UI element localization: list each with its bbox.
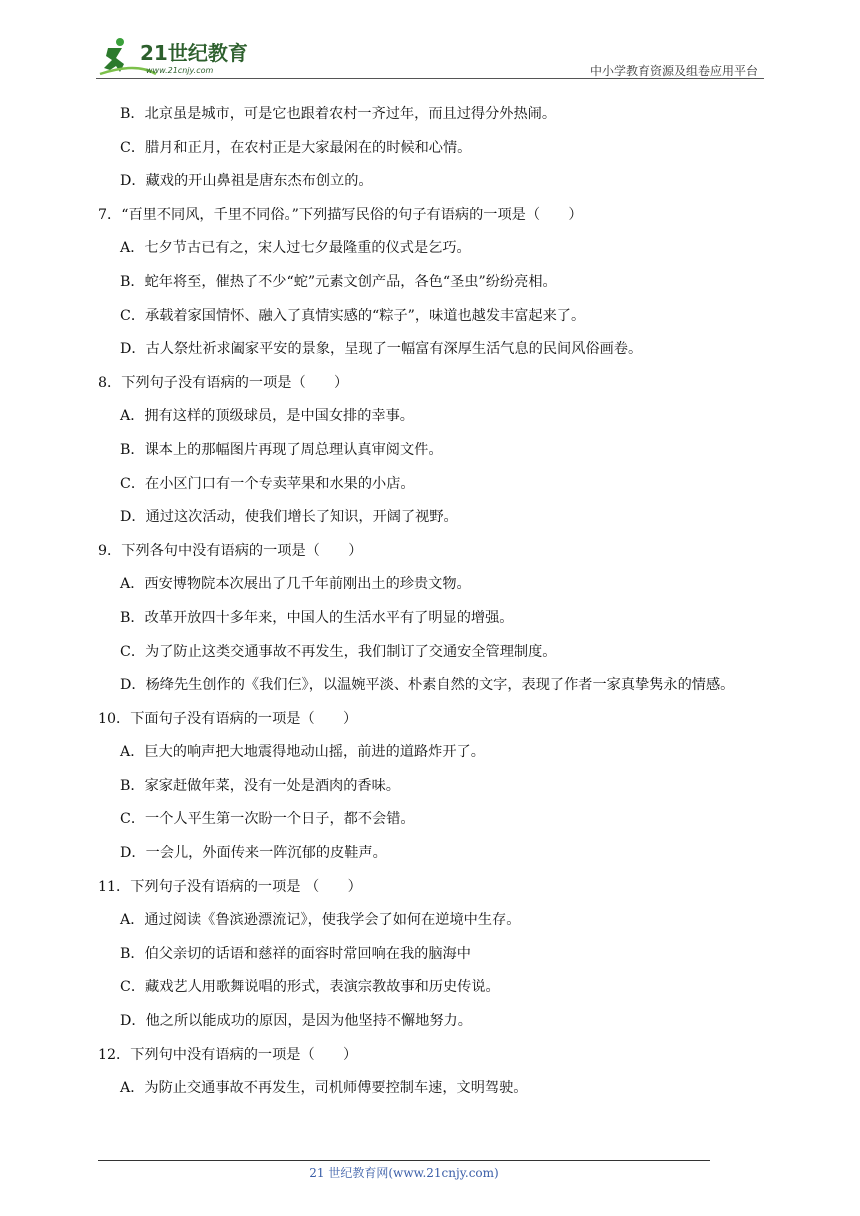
footer-text[interactable]: 21 世纪教育网(www.21cnjy.com) — [309, 1166, 499, 1180]
q8-option-d: D．通过这次活动，使我们增长了知识，开阔了视野。 — [120, 509, 458, 526]
q6-option-b: B．北京虽是城市，可是它也跟着农村一齐过年，而且过得分外热闹。 — [120, 106, 557, 122]
q10-option-a: A．巨大的响声把大地震得地动山摇，前进的道路炸开了。 — [120, 744, 485, 761]
q9-option-a: A．西安博物院本次展出了几千年前刚出土的珍贵文物。 — [120, 576, 471, 593]
q8-stem: 8．下列句子没有语病的一项是（ ） — [98, 374, 349, 391]
page-header — [96, 34, 764, 80]
q11-option-d: D．他之所以能成功的原因，是因为他坚持不懈地努力。 — [120, 1013, 472, 1030]
q11-option-b: B．伯父亲切的话语和慈祥的面容时常回响在我的脑海中 — [120, 945, 471, 962]
platform-name: 中小学教育资源及组卷应用平台 — [589, 64, 758, 78]
q7-option-c: C．承载着家国情怀、融入了真情实感的“粽子”，味道也越发丰富起来了。 — [120, 307, 586, 324]
q8-option-c: C．在小区门口有一个专卖苹果和水果的小店。 — [120, 475, 415, 492]
logo — [96, 34, 266, 80]
q9-option-d: D．杨绛先生创作的《我们仨》，以温婉平淡、朴素自然的文字，表现了作者一家真挚隽永的情感。 — [120, 677, 735, 694]
q7-option-a: A．七夕节古已有之，宋人过七夕最隆重的仪式是乞巧。 — [120, 240, 471, 257]
q8-option-b: B．课本上的那幅图片再现了周总理认真审阅文件。 — [120, 441, 443, 458]
q7-option-b: B．蛇年将至，催热了不少“蛇”元素文创产品，各色“圣虫”纷纷亮相。 — [120, 273, 557, 290]
q11-option-a: A．通过阅读《鲁滨逊漂流记》，使我学会了如何在逆境中生存。 — [120, 912, 521, 929]
q10-stem: 10．下面句子没有语病的一项是（ ） — [98, 710, 358, 727]
q6-option-d: D．藏戏的开山鼻祖是唐东杰布创立的。 — [120, 173, 373, 190]
logo-text: 21世纪教育 — [140, 41, 248, 65]
q10-option-d: D．一会儿，外面传来一阵沉郁的皮鞋声。 — [120, 845, 387, 862]
q8-option-a: A．拥有这样的顶级球员，是中国女排的幸事。 — [120, 408, 414, 425]
q11-stem: 11．下列句子没有语病的一项是 （ ） — [98, 878, 362, 895]
footer-divider — [98, 1160, 710, 1161]
q12-stem: 12．下列句中没有语病的一项是（ ） — [98, 1046, 358, 1063]
q7-option-d: D．古人祭灶祈求阖家平安的景象，呈现了一幅富有深厚生活气息的民间风俗画卷。 — [120, 341, 643, 358]
q6-option-c: C．腊月和正月，在农村正是大家最闲在的时候和心情。 — [120, 139, 472, 156]
logo-url: www.21cnjy.com — [146, 66, 214, 75]
q7-stem: 7．“百里不同风，千里不同俗。”下列描写民俗的句子有语病的一项是（ ） — [98, 206, 583, 223]
document-body — [98, 98, 766, 1106]
q9-option-c: C．为了防止这类交通事故不再发生，我们制订了交通安全管理制度。 — [120, 643, 557, 660]
q10-option-c: C．一个人平生第一次盼一个日子，都不会错。 — [120, 811, 415, 828]
q9-option-b: B．改革开放四十多年来，中国人的生活水平有了明显的增强。 — [120, 609, 514, 626]
q12-option-a: A．为防止交通事故不再发生，司机师傅要控制车速，文明驾驶。 — [120, 1080, 528, 1097]
q11-option-c: C．藏戏艺人用歌舞说唱的形式，表演宗教故事和历史传说。 — [120, 979, 500, 996]
q9-stem: 9．下列各句中没有语病的一项是（ ） — [98, 542, 363, 559]
q10-option-b: B．家家赶做年菜，没有一处是酒肉的香味。 — [120, 777, 400, 794]
header-divider — [96, 78, 764, 79]
